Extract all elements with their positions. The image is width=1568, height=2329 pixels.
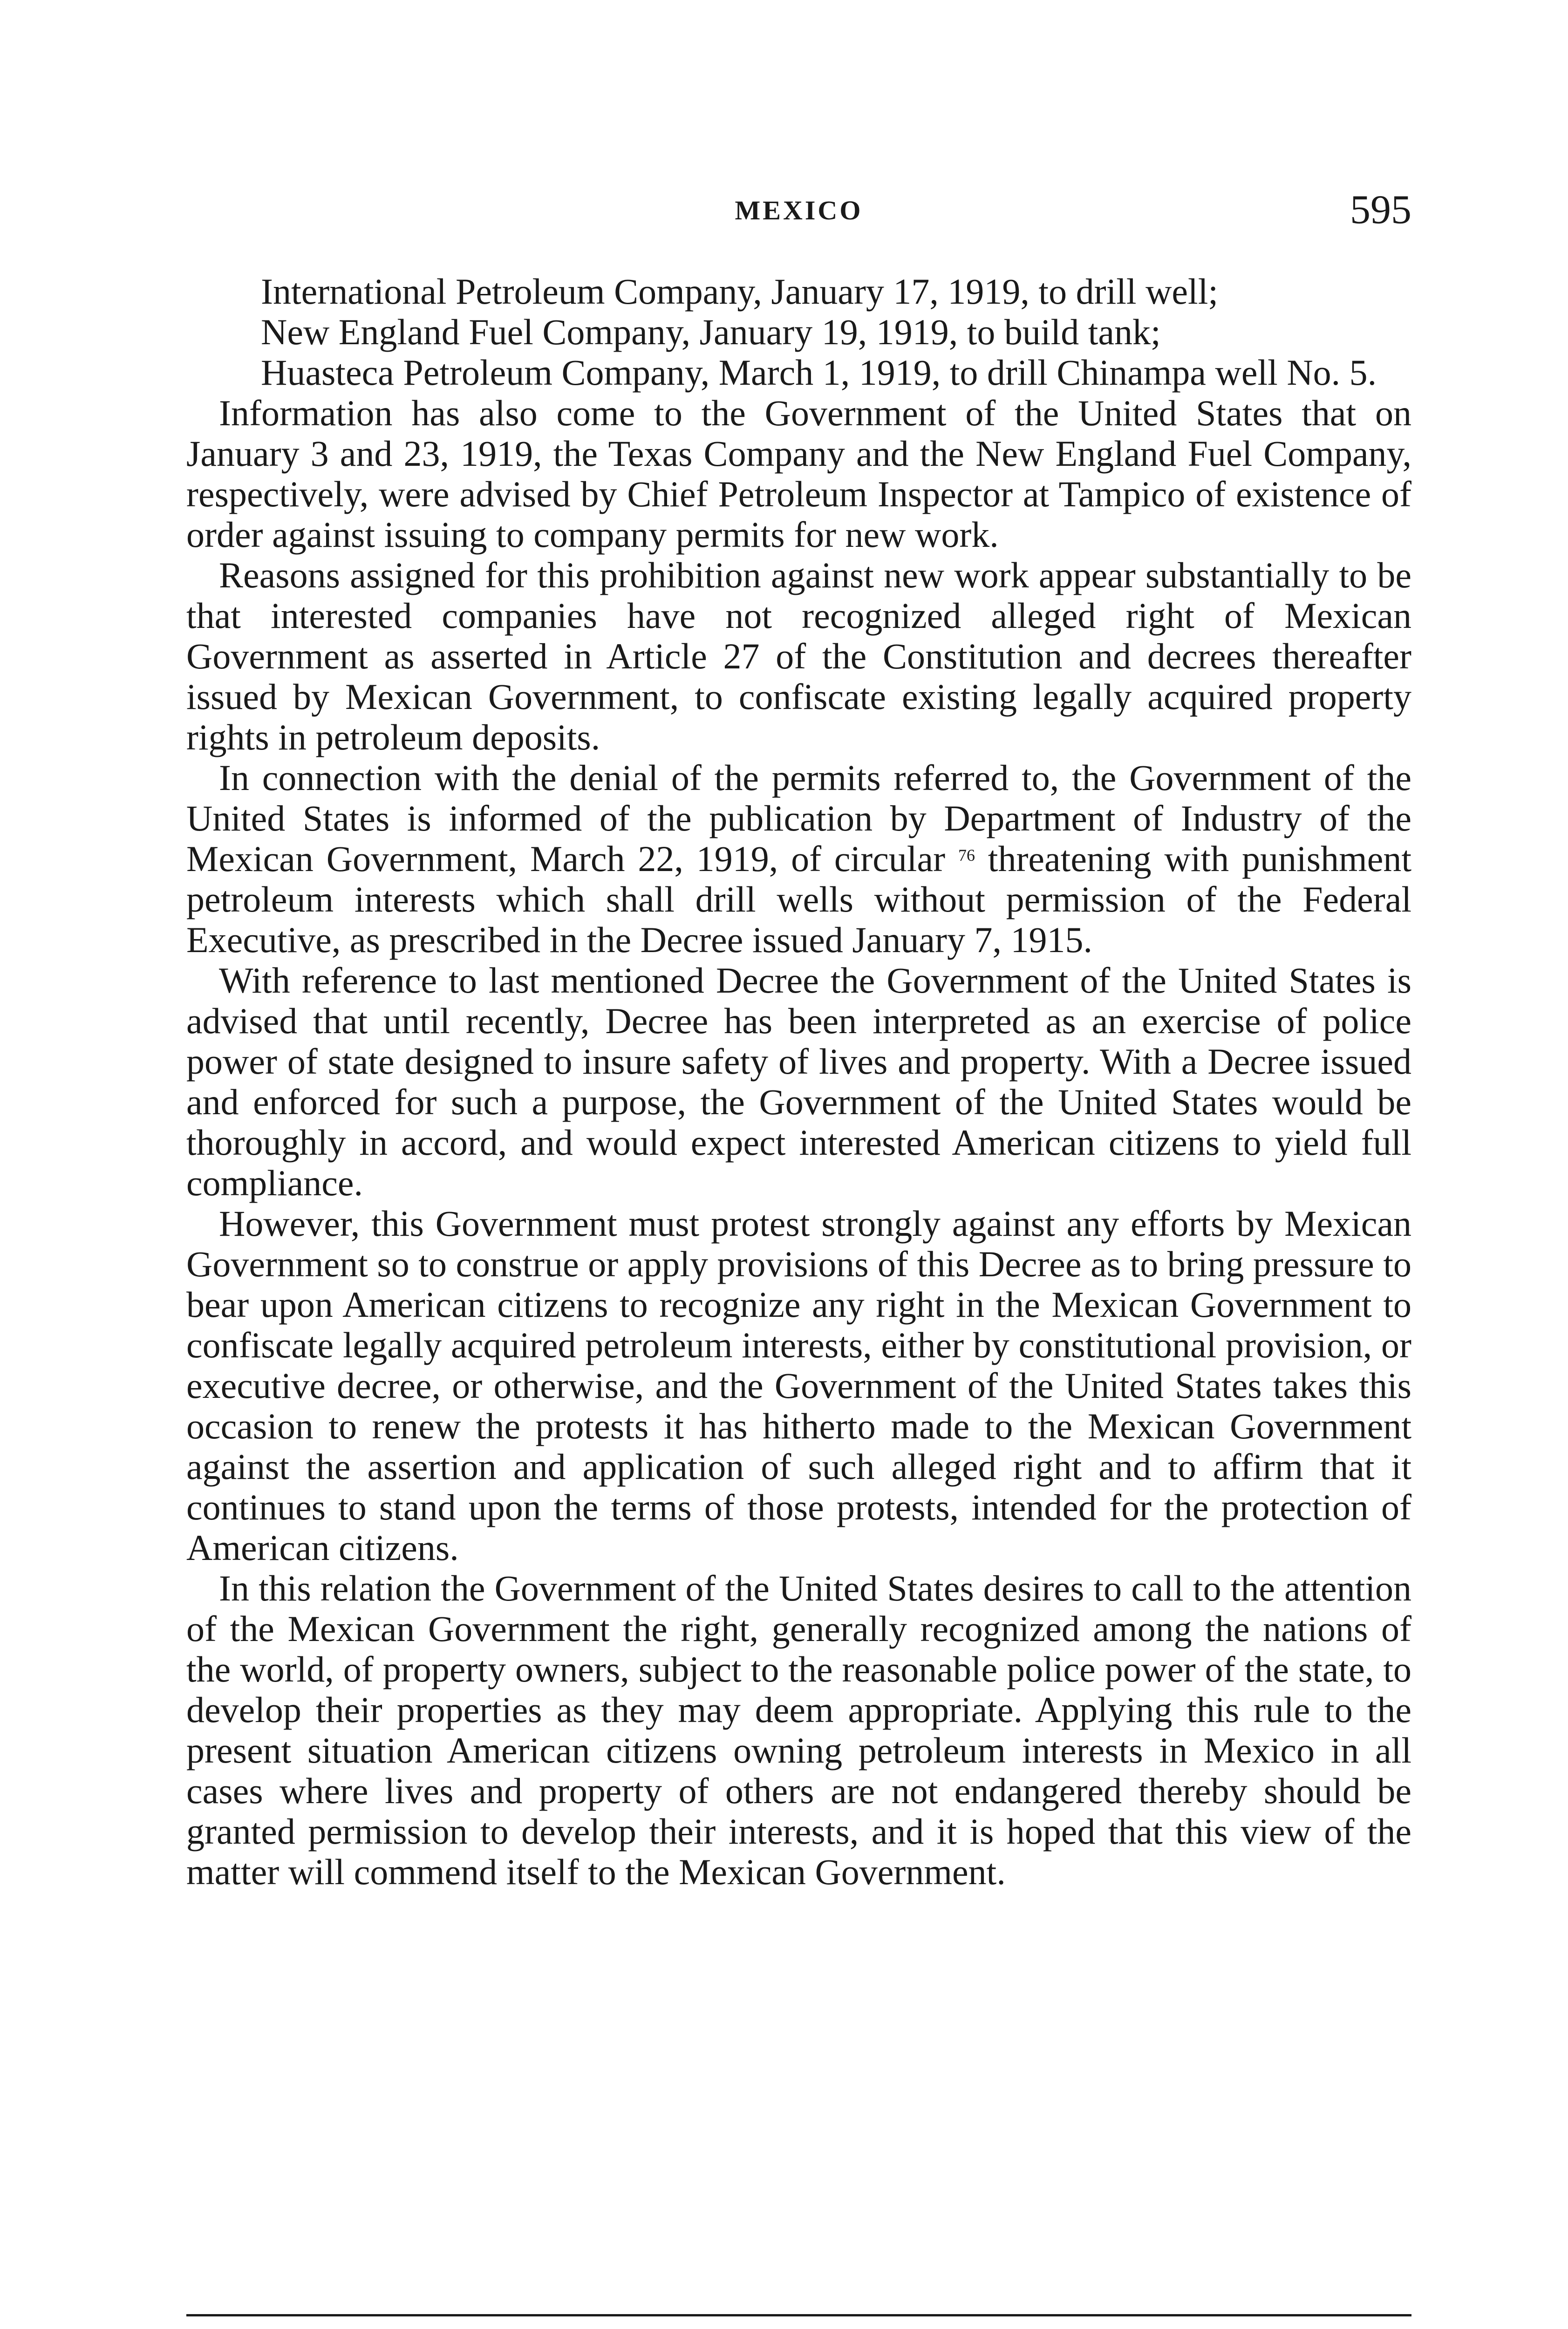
paragraph [186, 757, 1411, 960]
page-number: 595 [1350, 187, 1411, 232]
permit-item: Huasteca Petroleum Company, March 1, 1919, to drill Chinampa well No. 5. [261, 352, 1377, 393]
permit-item: International Petroleum Company, January 17, 1919, to drill well; [261, 271, 1219, 312]
paragraph-text: threatening with punishment petroleum interests which shall drill wells without permission of the Federal Executive, as prescribed in the Decree issued January 7, 1915. [186, 838, 1411, 960]
paragraph-text: In connection with the denial of the permits referred to, the Government of the United States is informed of the publication by Department of Industry of the Mexican Government, March 22, 1919, of circular [186, 757, 1411, 879]
body-text [186, 271, 1411, 1892]
running-head [186, 186, 1411, 238]
paragraph: In this relation the Government of the United States desires to call to the attention of the Mexican Government the right, generally recognized among the nations of the world, of property owners, subject to the reasonable police power of the state, to develop their properties as they may deem appropriate. Applying this rule to the present situation American citizens owning petroleum interests in Mexico in all cases where lives and property of others are not endangered thereby should be granted permission to develop their interests, and it is hoped that this view of the matter will commend itself to the Mexican Government. [186, 1568, 1411, 1892]
permit-item: New England Fuel Company, January 19, 1919, to build tank; [261, 312, 1161, 352]
footnote-reference: 76 [958, 846, 975, 865]
paragraph: Information has also come to the Government of the United States that on January 3 and 23, 1919, the Texas Company and the New England Fuel Company, respectively, were advised by Chief Petroleum Inspector at Tampico of existence of order against issuing to company permits for new work. [186, 393, 1411, 555]
paragraph: However, this Government must protest strongly against any efforts by Mexican Government so to construe or apply provisions of this Decree as to bring pressure to bear upon American citizens to recognize any right in the Mexican Government to confiscate legally acquired petroleum interests, either by constitutional provision, or executive decree, or otherwise, and the Government of the United States takes this occasion to renew the protests it has hitherto made to the Mexican Government against the assertion and application of such alleged right and to affirm that it continues to stand upon the terms of those protests, intended for the protection of American citizens. [186, 1203, 1411, 1568]
running-title: MEXICO [735, 195, 863, 225]
permit-list [186, 271, 1411, 393]
footnote-divider [186, 2314, 1411, 2316]
paragraph: With reference to last mentioned Decree the Government of the United States is advised that until recently, Decree has been interpreted as an exercise of police power of state designed to insure safety of lives and property. With a Decree issued and enforced for such a purpose, the Government of the United States would be thoroughly in accord, and would expect interested American citizens to yield full compliance. [186, 960, 1411, 1203]
paragraph: Reasons assigned for this prohibition against new work appear substantially to be that interested companies have not recognized alleged right of Mexican Government as asserted in Article 27 of the Constitution and decrees thereafter issued by Mexican Government, to confiscate existing legally acquired property rights in petroleum deposits. [186, 555, 1411, 757]
